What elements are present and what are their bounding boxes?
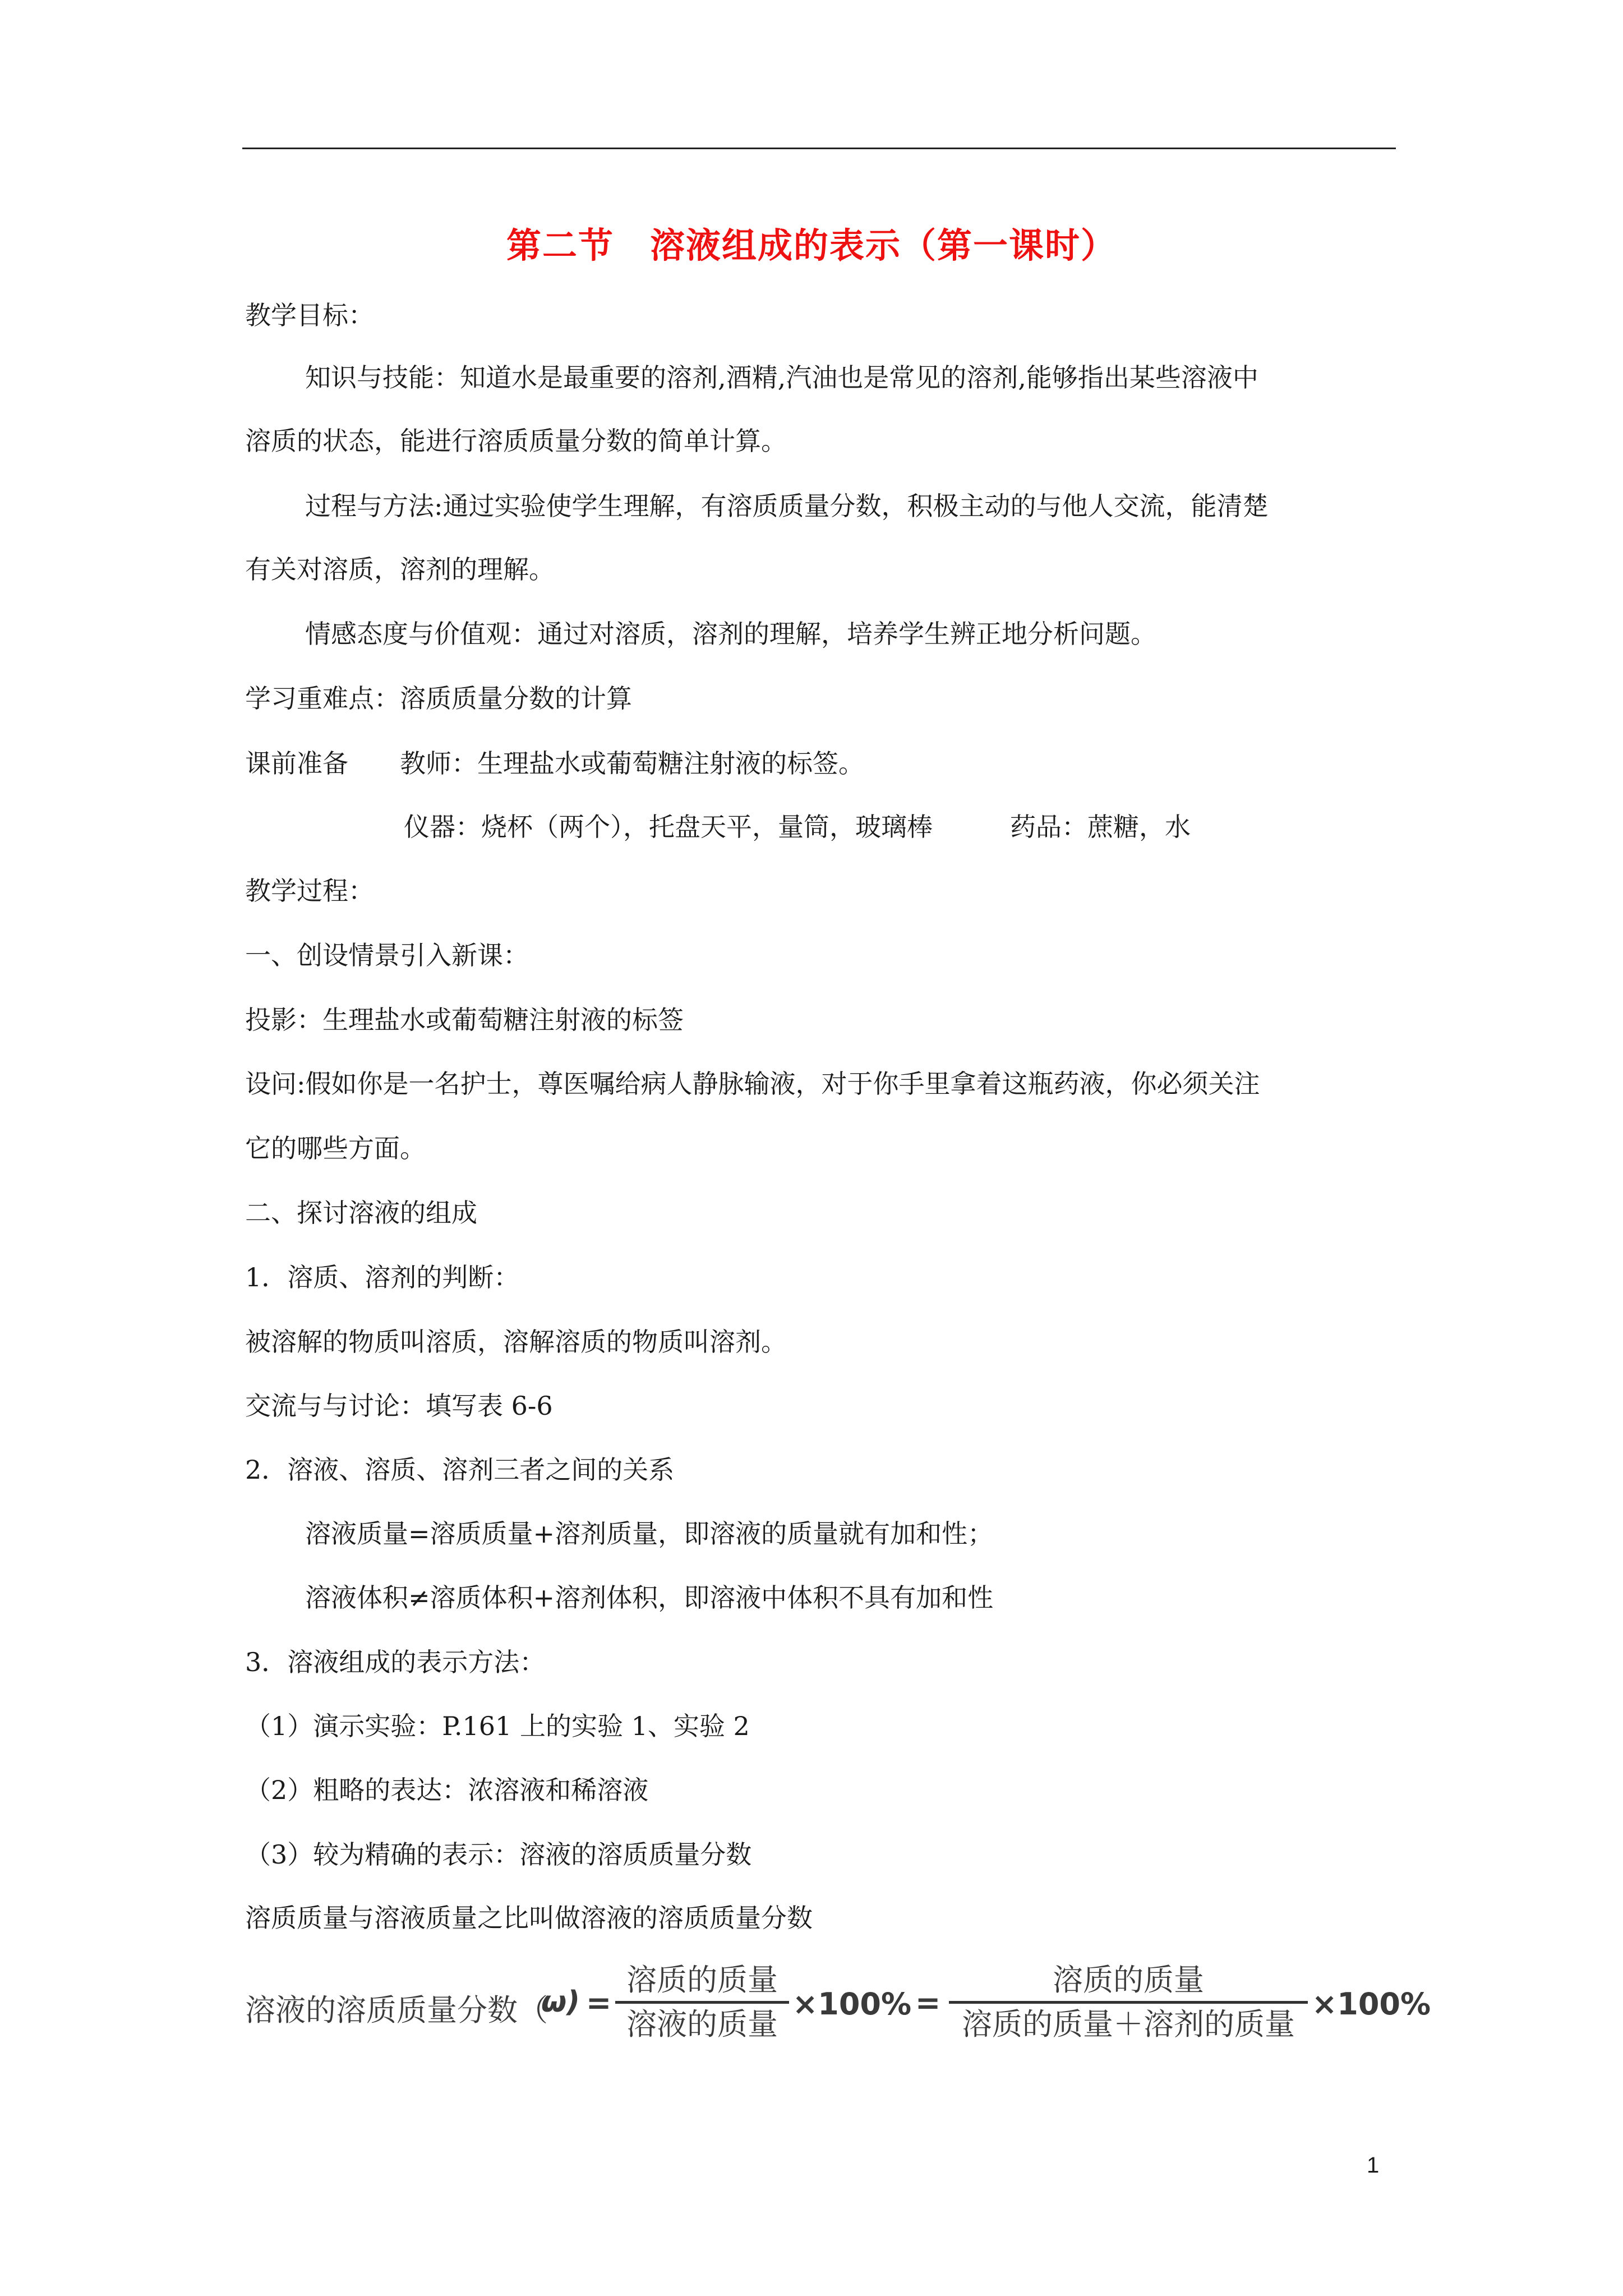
text-line: 二、探讨溶液的组成 [245,1198,477,1228]
fraction-2-numerator: 溶质的质量 [1053,1962,1204,1998]
fraction-1-numerator: 溶质的质量 [626,1962,778,1998]
text-line: 设问:假如你是一名护士，尊医嘱给病人静脉输液，对于你手里拿着这瓶药液，你必须关注 [245,1069,1260,1099]
text-line: 情感态度与价值观：通过对溶质，溶剂的理解，培养学生辨正地分析问题。 [305,619,1156,649]
header-rule [242,148,1396,149]
text-line: （3）较为精确的表示：溶液的溶质质量分数 [245,1839,752,1870]
text-line: 被溶解的物质叫溶质，溶解溶质的物质叫溶剂。 [245,1327,787,1357]
text-line: 溶质的状态，能进行溶质质量分数的简单计算。 [245,426,787,456]
text-line: 一、创设情景引入新课： [245,940,529,970]
text-line: 它的哪些方面。 [245,1133,426,1163]
text-line: 仪器：烧杯（两个），托盘天平，量筒，玻璃棒 药品：蔗糖，水 [404,812,1191,842]
formula-label: 溶液的溶质质量分数（ [245,1993,548,2028]
times-100-percent: ×100% [1312,1986,1431,2022]
fraction-2-bar [949,2001,1308,2004]
times-100-percent: ×100% [792,1986,912,2022]
equals-sign: = [586,1985,612,2021]
fraction-1 [615,1961,789,2044]
fraction-2-denominator: 溶质的质量＋溶剂的质量 [962,2007,1295,2042]
text-line: （1）演示实验：P.161 上的实验 1、实验 2 [245,1711,750,1741]
text-line: 1．溶质、溶剂的判断： [245,1262,520,1292]
text-line: （2）粗略的表达：浓溶液和稀溶液 [245,1775,649,1805]
text-line: 溶质质量与溶液质量之比叫做溶液的溶质质量分数 [245,1903,813,1933]
page-number: 1 [1367,2153,1380,2178]
text-line: 课前准备 教师：生理盐水或葡萄糖注射液的标签。 [245,748,864,779]
text-line: 学习重难点：溶质质量分数的计算 [245,683,632,714]
text-line: 过程与方法:通过实验使学生理解，有溶质质量分数，积极主动的与他人交流，能清楚 [305,491,1269,521]
fraction-1-denominator: 溶液的质量 [626,2007,778,2042]
text-line: 知识与技能：知道水是最重要的溶剂,酒精,汽油也是常见的溶剂,能够指出某些溶液中 [305,362,1258,393]
text-line: 投影：生理盐水或葡萄糖注射液的标签 [245,1005,684,1035]
text-line: 3．溶液组成的表示方法： [245,1647,546,1677]
fraction-1-bar [615,2001,789,2004]
omega-symbol: ω) [541,1985,580,2019]
text-line: 溶液体积≠溶质体积+溶剂体积，即溶液中体积不具有加和性 [305,1582,994,1613]
text-line: 2．溶液、溶质、溶剂三者之间的关系 [245,1455,675,1485]
text-line: 溶液质量=溶质质量+溶剂质量，即溶液的质量就有加和性； [305,1519,994,1549]
equals-sign: = [915,1985,941,2021]
text-line: 有关对溶质，溶剂的理解。 [245,554,555,585]
text-line: 教学目标： [245,300,374,330]
fraction-2 [949,1961,1308,2044]
page-title: 第二节 溶液组成的表示（第一课时） [506,225,1117,266]
mass-fraction-formula [245,1955,1434,2062]
text-line: 交流与与讨论：填写表 6-6 [245,1391,553,1421]
text-line: 教学过程： [245,876,374,906]
